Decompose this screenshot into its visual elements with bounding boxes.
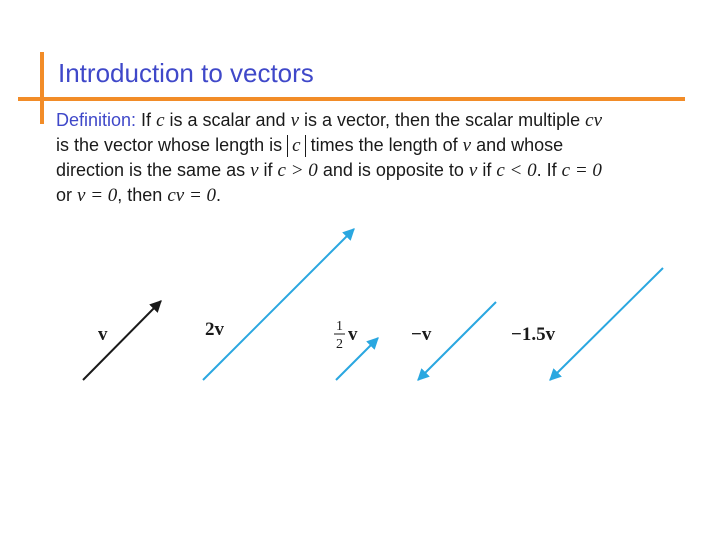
math-abs-c: c (287, 135, 305, 157)
math-cv-eq-0: cv = 0 (167, 185, 217, 206)
math-c: c (156, 110, 165, 131)
math-c-eq-0: c = 0 (561, 160, 602, 181)
vector-v-label: v (98, 324, 108, 345)
math-v: v (290, 110, 299, 131)
vector-neg-v-label: −v (411, 324, 432, 345)
vector-half-v-label: v (348, 324, 358, 345)
definition-line-4: or v = 0, then cv = 0. (56, 185, 222, 206)
definition-label: Definition: (56, 110, 137, 130)
math-v-eq-0: v = 0 (77, 185, 118, 206)
definition-line-1: Definition: If c is a scalar and v is a vector, then the scalar multiple cv (56, 110, 603, 131)
math-c-gt-0: c > 0 (277, 160, 318, 181)
vector-v-arrow (83, 301, 161, 380)
slide-title: Introduction to vectors (58, 58, 314, 88)
vector-neg-1-5v-label: −1.5v (511, 324, 556, 345)
vector-half-v-numerator: 1 (336, 319, 343, 334)
definition-line-3: direction is the same as v if c > 0 and is opposite to v if c < 0. If c = 0 (56, 160, 602, 181)
math-cv: cv (585, 110, 603, 131)
vector-neg-1-5v-arrow (550, 268, 663, 380)
vector-2v-arrow (203, 229, 354, 380)
definition-line-2: is the vector whose length is c times the length of v and whose (56, 135, 564, 156)
vector-half-v-denominator: 2 (336, 337, 343, 352)
vector-2v-label: 2v (205, 319, 224, 340)
math-c-lt-0: c < 0 (496, 160, 537, 181)
